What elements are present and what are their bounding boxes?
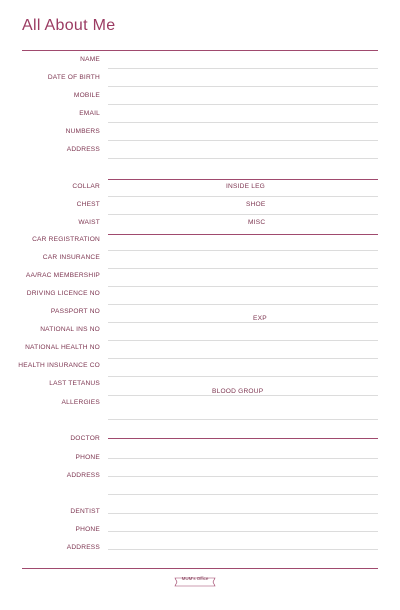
aa-rac-field[interactable]: [108, 286, 378, 287]
doctor-phone-label: PHONE: [75, 454, 100, 461]
aa-rac-label: AA/RAC MEMBERSHIP: [25, 272, 100, 279]
driving-licence-label: DRIVING LICENCE NO: [26, 290, 100, 297]
footer-rule: [22, 568, 378, 569]
numbers-field[interactable]: [108, 140, 378, 141]
misc-label: MISC: [248, 219, 266, 226]
doctor-rule[interactable]: [108, 438, 378, 439]
dentist-phone-label: PHONE: [75, 526, 100, 533]
email-field[interactable]: [108, 122, 378, 123]
doctor-address-label: ADDRESS: [66, 472, 100, 479]
waist-label: WAIST: [78, 219, 100, 226]
national-health-label: NATIONAL HEALTH NO: [25, 344, 100, 351]
doctor-phone-field[interactable]: [108, 458, 378, 459]
documents-rule: [108, 234, 378, 235]
sizes-rule: [108, 179, 378, 180]
page-title: All About Me: [22, 17, 116, 34]
car-insurance-label: CAR INSURANCE: [42, 254, 100, 261]
chest-field[interactable]: [108, 214, 378, 215]
driving-licence-field[interactable]: [108, 304, 378, 305]
health-insurance-field[interactable]: [108, 376, 378, 377]
health-insurance-label: HEALTH INSURANCE CO: [18, 362, 100, 369]
car-registration-label: CAR REGISTRATION: [32, 236, 100, 243]
last-tetanus-field[interactable]: [108, 395, 378, 396]
allergies-label: ALLERGIES: [61, 399, 100, 406]
dob-label: DATE OF BIRTH: [47, 74, 100, 81]
shoe-label: SHOE: [246, 201, 266, 208]
allergies-field[interactable]: [108, 419, 378, 420]
dob-field[interactable]: [108, 86, 378, 87]
national-ins-field[interactable]: [108, 340, 378, 341]
mobile-field[interactable]: [108, 104, 378, 105]
footer-logo-text: MUM's Office: [181, 576, 209, 581]
passport-label: PASSPORT NO: [50, 308, 100, 315]
footer-logo: [172, 574, 218, 584]
inside-leg-label: INSIDE LEG: [226, 183, 266, 190]
car-registration-field[interactable]: [108, 250, 378, 251]
name-label: NAME: [80, 56, 100, 63]
dentist-phone-field[interactable]: [108, 531, 378, 532]
numbers-label: NUMBERS: [65, 128, 100, 135]
passport-field[interactable]: [108, 322, 378, 323]
doctor-address-field-2[interactable]: [108, 494, 378, 495]
header-rule: [22, 50, 378, 51]
email-label: EMAIL: [79, 110, 100, 117]
collar-field[interactable]: [108, 196, 378, 197]
exp-label: EXP: [253, 315, 267, 322]
blood-group-label: BLOOD GROUP: [212, 388, 264, 395]
last-tetanus-label: LAST TETANUS: [49, 380, 100, 387]
name-field[interactable]: [108, 68, 378, 69]
national-ins-label: NATIONAL INS NO: [40, 326, 100, 333]
dentist-label: DENTIST: [70, 508, 100, 515]
dentist-address-label: ADDRESS: [66, 544, 100, 551]
chest-label: CHEST: [76, 201, 100, 208]
doctor-address-field[interactable]: [108, 476, 378, 477]
collar-label: COLLAR: [72, 183, 100, 190]
address-field[interactable]: [108, 158, 378, 159]
dentist-field[interactable]: [108, 513, 378, 514]
car-insurance-field[interactable]: [108, 268, 378, 269]
dentist-address-field[interactable]: [108, 549, 378, 550]
national-health-field[interactable]: [108, 358, 378, 359]
mobile-label: MOBILE: [73, 92, 100, 99]
doctor-label: DOCTOR: [70, 435, 100, 442]
address-label: ADDRESS: [66, 146, 100, 153]
